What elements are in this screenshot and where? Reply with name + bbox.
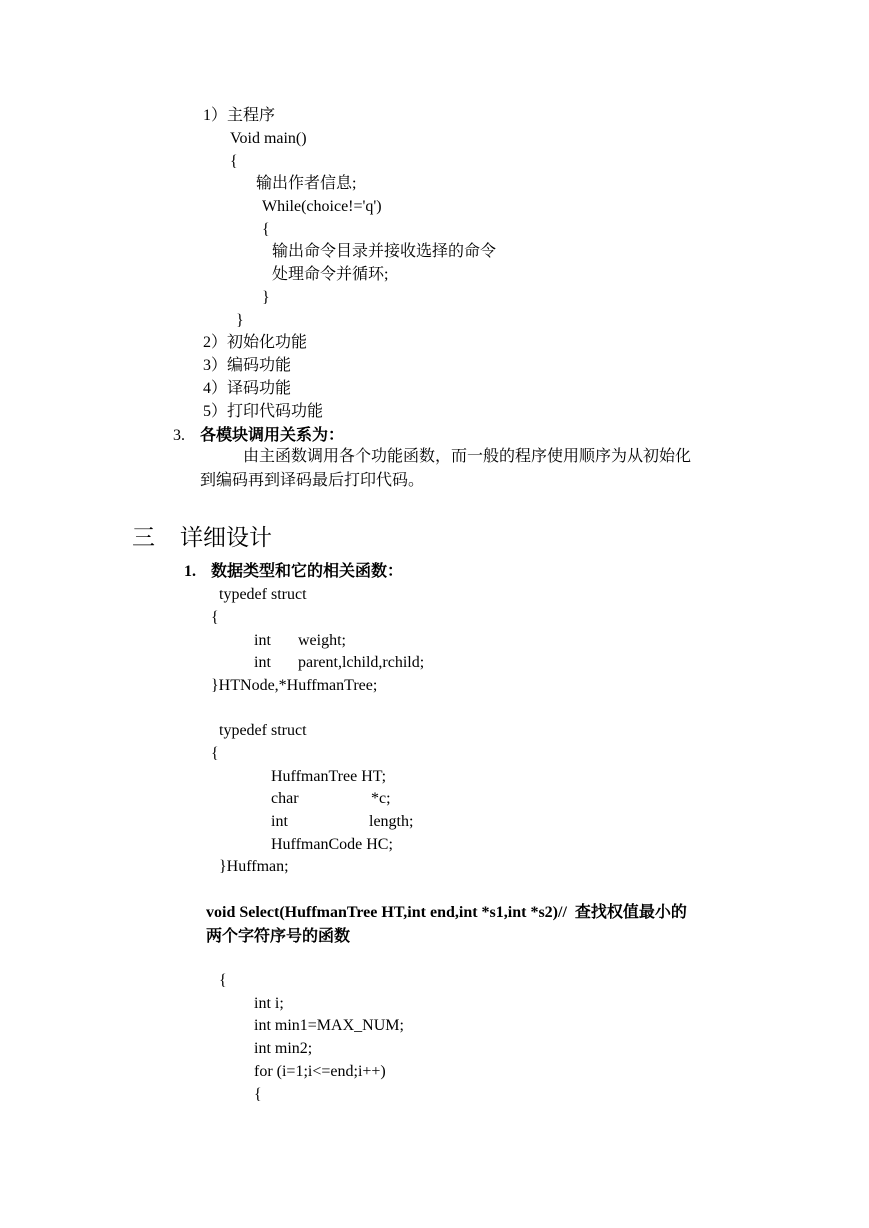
call-relation-title: 各模块调用关系为： [200,427,345,444]
struct1-field2-name: parent,lchild,rchild; [298,654,425,671]
code-process-cmd: 处理命令并循环; [272,266,389,283]
subsection-title: 数据类型和它的相关函数： [211,563,404,580]
struct2-field2-name: *c; [371,790,391,807]
call-relation-para-line1: 由主函数调用各个功能函数，而一般的程序使用顺序为从初始化 [243,448,692,465]
struct2-field2-type: char [271,790,299,807]
select-code-line: int min1=MAX_NUM; [254,1017,404,1034]
call-relation-para-line2: 到编码再到译码最后打印代码。 [200,472,425,489]
code-print-menu: 输出命令目录并接收选择的命令 [272,243,497,260]
struct1-close: }HTNode,*HuffmanTree; [211,677,378,694]
item-decode-func: 4）译码功能 [203,380,292,397]
struct1-field2-type: int [254,654,271,671]
struct2-field4: HuffmanCode HC; [271,836,393,853]
select-code-line: { [254,1086,262,1103]
select-signature-line2: 两个字符序号的函数 [206,928,351,945]
item-encode-func: 3）编码功能 [203,357,292,374]
code-close-brace: } [236,312,244,329]
struct1-open-brace: { [211,609,219,626]
struct2-field3-name: length; [369,813,414,830]
select-signature-line1: void Select(HuffmanTree HT,int end,int *s1,int *s2)// 查找权值最小的 [206,904,687,921]
item-init-func: 2）初始化功能 [203,334,308,351]
select-code-line: int i; [254,995,284,1012]
code-open-brace-inner: { [262,221,270,238]
code-while: While(choice!='q') [262,198,382,215]
struct1-field1-name: weight; [298,632,346,649]
subsection-number: 1. [184,563,196,580]
section-title: 详细设计 [180,525,272,550]
struct2-open-brace: { [211,745,219,762]
struct2-field3-type: int [271,813,288,830]
code-open-brace: { [230,153,238,170]
struct1-field1-type: int [254,632,271,649]
struct1-typedef: typedef struct [219,586,307,603]
section-numeral: 三 [132,525,155,550]
struct2-field1: HuffmanTree HT; [271,768,387,785]
call-relation-number: 3. [173,427,185,444]
select-open-brace: { [219,972,227,989]
select-code-line: int min2; [254,1040,313,1057]
select-code-line: for (i=1;i<=end;i++) [254,1063,386,1080]
code-close-brace-inner: } [262,289,270,306]
struct2-close: }Huffman; [219,858,289,875]
item-main-program: 1）主程序 [203,107,276,124]
struct2-typedef: typedef struct [219,722,307,739]
code-print-author: 输出作者信息; [256,175,357,192]
code-void-main: Void main() [230,130,307,147]
item-print-func: 5）打印代码功能 [203,403,324,420]
